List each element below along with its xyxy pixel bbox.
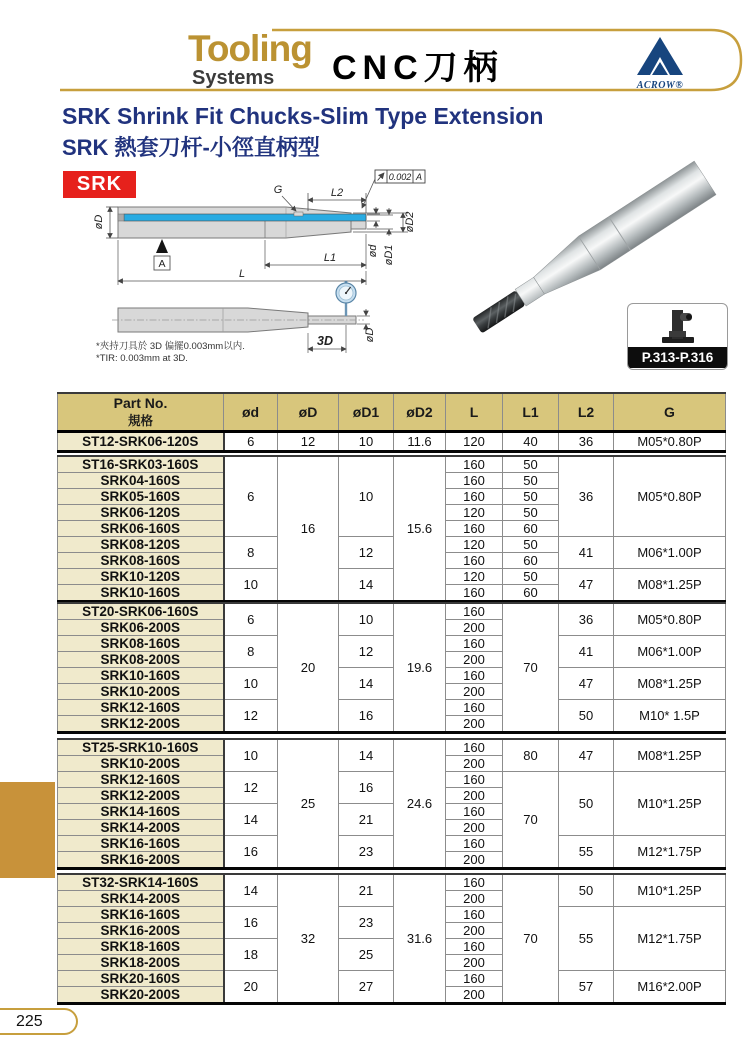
- spec-value-cell: 160: [446, 739, 503, 756]
- spec-value-cell: 14: [224, 874, 278, 907]
- spec-value-cell: M10*1.25P: [614, 772, 726, 836]
- spec-value-cell: 23: [339, 836, 394, 869]
- spec-value-cell: 11.6: [394, 432, 446, 452]
- spec-value-cell: 8: [224, 636, 278, 668]
- spec-value-cell: 10: [224, 739, 278, 772]
- part-number-cell: SRK12-200S: [58, 716, 224, 733]
- table-row: [58, 836, 726, 852]
- part-number-cell: SRK14-160S: [58, 804, 224, 820]
- spec-value-cell: 6: [224, 603, 278, 636]
- col-header-part-zh: 規格: [127, 414, 153, 428]
- part-number-cell: SRK08-120S: [58, 537, 224, 553]
- spec-value-cell: 200: [446, 620, 503, 636]
- spec-value-cell: 27: [339, 971, 394, 1004]
- col-header-L: L: [446, 393, 503, 432]
- part-number-cell: SRK08-160S: [58, 636, 224, 652]
- spec-value-cell: 10: [339, 603, 394, 636]
- spec-value-cell: 200: [446, 891, 503, 907]
- part-number-cell: ST25-SRK10-160S: [58, 739, 224, 756]
- brand-logo: [188, 30, 312, 88]
- table-row: [58, 874, 726, 891]
- spec-value-cell: 50: [503, 456, 559, 473]
- col-header-part: [58, 393, 224, 432]
- bore-highlight: [124, 214, 366, 221]
- spec-value-cell: 60: [503, 553, 559, 569]
- spec-value-cell: 60: [503, 585, 559, 602]
- spec-value-cell: 16: [339, 772, 394, 804]
- company-logo: [614, 36, 706, 91]
- spec-value-cell: 10: [339, 456, 394, 537]
- col-header-od: ød: [224, 393, 278, 432]
- spec-value-cell: 21: [339, 874, 394, 907]
- spec-table-st32: [57, 873, 726, 1005]
- spec-value-cell: 23: [339, 907, 394, 939]
- spec-value-cell: 50: [503, 569, 559, 585]
- col-header-L2: L2: [559, 393, 614, 432]
- part-number-cell: SRK10-200S: [58, 756, 224, 772]
- spec-value-cell: 16: [224, 907, 278, 939]
- spec-value-cell: 36: [559, 603, 614, 636]
- part-number-cell: SRK16-160S: [58, 836, 224, 852]
- col-header-oD2: øD2: [394, 393, 446, 432]
- spec-value-cell: 70: [503, 603, 559, 733]
- spec-value-cell: 32: [278, 874, 339, 1004]
- spec-table-st16: [57, 455, 726, 603]
- spec-value-cell: 12: [339, 537, 394, 569]
- brand-primary: Tooling: [188, 28, 312, 69]
- spec-value-cell: 25: [339, 939, 394, 971]
- datum-symbol: [156, 239, 168, 253]
- table-row: [58, 971, 726, 987]
- section-side-tab: [0, 782, 55, 878]
- endmill-cutter: [472, 290, 525, 333]
- spec-value-cell: M10*1.25P: [614, 874, 726, 907]
- part-number-cell: SRK16-160S: [58, 907, 224, 923]
- spec-value-cell: 20: [278, 603, 339, 733]
- part-number-cell: ST12-SRK06-120S: [58, 432, 224, 452]
- acrow-triangle-icon: [614, 36, 706, 76]
- spec-value-cell: 14: [224, 804, 278, 836]
- spec-value-cell: 55: [559, 907, 614, 971]
- table-row: [58, 668, 726, 684]
- spec-value-cell: 10: [224, 569, 278, 602]
- spec-value-cell: M10* 1.5P: [614, 700, 726, 733]
- spec-value-cell: 120: [446, 432, 503, 452]
- spec-value-cell: M06*1.00P: [614, 537, 726, 569]
- spec-value-cell: 14: [339, 739, 394, 772]
- table-header-row: [58, 393, 726, 432]
- spec-value-cell: 70: [503, 772, 559, 869]
- spec-value-cell: 160: [446, 521, 503, 537]
- dim-label-G: G: [273, 184, 283, 196]
- spec-value-cell: 40: [503, 432, 559, 452]
- spec-value-cell: 12: [224, 700, 278, 733]
- table-row: [58, 907, 726, 923]
- spec-value-cell: 200: [446, 684, 503, 700]
- dim-label-L: L: [238, 268, 246, 280]
- spec-value-cell: M06*1.00P: [614, 636, 726, 668]
- col-header-oD1: øD1: [339, 393, 394, 432]
- part-number-cell: SRK10-200S: [58, 684, 224, 700]
- part-number-cell: SRK05-160S: [58, 489, 224, 505]
- spec-value-cell: 36: [559, 432, 614, 452]
- datum-letter: A: [158, 258, 166, 270]
- spec-value-cell: 41: [559, 636, 614, 668]
- spec-value-cell: 160: [446, 772, 503, 788]
- table-row: [58, 456, 726, 473]
- table-row: [58, 537, 726, 553]
- spec-value-cell: 24.6: [394, 739, 446, 869]
- spec-table-st25: [57, 738, 726, 870]
- spec-table-header-group: [57, 392, 726, 453]
- part-number-cell: SRK10-120S: [58, 569, 224, 585]
- footer-page-number: 225: [0, 1008, 78, 1035]
- spec-value-cell: M08*1.25P: [614, 668, 726, 700]
- part-number-cell: SRK08-200S: [58, 652, 224, 668]
- logo-text: ACROW®: [636, 80, 684, 91]
- runout-tolerance-frame: [362, 170, 425, 208]
- table-row: [58, 432, 726, 452]
- part-number-cell: SRK12-200S: [58, 788, 224, 804]
- spec-value-cell: 160: [446, 668, 503, 684]
- note-line-1: *夾持刀具於 3D 偏擺0.003mm以内.: [96, 341, 245, 352]
- part-number-cell: SRK12-160S: [58, 700, 224, 716]
- table-row: [58, 772, 726, 788]
- spec-value-cell: 14: [339, 569, 394, 602]
- part-number-cell: ST20-SRK06-160S: [58, 603, 224, 620]
- spec-value-cell: 200: [446, 756, 503, 772]
- spec-value-cell: 12: [278, 432, 339, 452]
- spec-value-cell: 16: [278, 456, 339, 602]
- spec-value-cell: M05*0.80P: [614, 456, 726, 537]
- spec-value-cell: 47: [559, 668, 614, 700]
- col-header-part-en: Part No.: [113, 395, 168, 411]
- part-number-cell: SRK20-160S: [58, 971, 224, 987]
- part-number-cell: SRK06-200S: [58, 620, 224, 636]
- spec-value-cell: 160: [446, 971, 503, 987]
- part-number-cell: SRK16-200S: [58, 852, 224, 869]
- spec-value-cell: 15.6: [394, 456, 446, 602]
- spec-value-cell: 41: [559, 537, 614, 569]
- spec-value-cell: 50: [503, 473, 559, 489]
- spec-value-cell: 50: [503, 489, 559, 505]
- spec-table-st20: [57, 602, 726, 734]
- spec-value-cell: 160: [446, 553, 503, 569]
- spec-value-cell: 200: [446, 820, 503, 836]
- spec-value-cell: 200: [446, 852, 503, 869]
- spec-value-cell: 50: [559, 700, 614, 733]
- spec-value-cell: 120: [446, 537, 503, 553]
- spec-value-cell: 14: [339, 668, 394, 700]
- spec-value-cell: M05*0.80P: [614, 603, 726, 636]
- table-row: [58, 739, 726, 756]
- spec-value-cell: 160: [446, 473, 503, 489]
- spec-value-cell: 200: [446, 955, 503, 971]
- part-number-cell: SRK16-200S: [58, 923, 224, 939]
- spec-value-cell: 57: [559, 971, 614, 1004]
- dial-indicator-icon: [336, 281, 356, 316]
- spec-value-cell: 160: [446, 874, 503, 891]
- table-row: [58, 569, 726, 585]
- spec-value-cell: 160: [446, 907, 503, 923]
- spec-value-cell: 19.6: [394, 603, 446, 733]
- part-number-cell: SRK10-160S: [58, 668, 224, 684]
- spec-value-cell: 160: [446, 603, 503, 620]
- spec-value-cell: 50: [503, 537, 559, 553]
- part-number-cell: SRK14-200S: [58, 891, 224, 907]
- spec-value-cell: 70: [503, 874, 559, 1004]
- spec-value-cell: 50: [503, 505, 559, 521]
- tolerance-value: 0.002: [388, 172, 412, 182]
- part-number-cell: SRK10-160S: [58, 585, 224, 602]
- spec-value-cell: 80: [503, 739, 559, 772]
- spec-value-cell: M08*1.25P: [614, 569, 726, 602]
- spec-value-cell: 16: [224, 836, 278, 869]
- part-number-cell: SRK18-160S: [58, 939, 224, 955]
- spec-value-cell: 16: [339, 700, 394, 733]
- reference-label: P.313-P.316: [628, 347, 727, 368]
- brand-secondary: Systems: [192, 67, 275, 89]
- part-number-cell: SRK12-160S: [58, 772, 224, 788]
- spec-value-cell: 55: [559, 836, 614, 869]
- dim-label-L2: L2: [330, 187, 344, 199]
- spec-value-cell: 160: [446, 456, 503, 473]
- spec-value-cell: 60: [503, 521, 559, 537]
- part-number-cell: SRK18-200S: [58, 955, 224, 971]
- dim-label-oD2: øD2: [404, 211, 416, 233]
- spec-value-cell: M12*1.75P: [614, 836, 726, 869]
- spec-value-cell: 6: [224, 456, 278, 537]
- spec-value-cell: 160: [446, 585, 503, 602]
- spec-value-cell: 21: [339, 804, 394, 836]
- col-header-L1: L1: [503, 393, 559, 432]
- col-header-oD: øD: [278, 393, 339, 432]
- spec-value-cell: 10: [339, 432, 394, 452]
- spec-value-cell: 160: [446, 804, 503, 820]
- spec-value-cell: 160: [446, 489, 503, 505]
- table-row: [58, 603, 726, 620]
- spec-value-cell: 50: [559, 772, 614, 836]
- part-number-cell: SRK20-200S: [58, 987, 224, 1004]
- part-number-cell: SRK06-160S: [58, 521, 224, 537]
- spec-value-cell: 12: [224, 772, 278, 804]
- part-number-cell: SRK06-120S: [58, 505, 224, 521]
- part-number-cell: SRK08-160S: [58, 553, 224, 569]
- reference-badge: [627, 303, 728, 370]
- spec-value-cell: 8: [224, 537, 278, 569]
- spec-value-cell: 20: [224, 971, 278, 1004]
- dim-label-od: ød: [367, 244, 379, 258]
- dim-label-3D: 3D: [317, 334, 333, 348]
- col-header-G: G: [614, 393, 726, 432]
- dim-label-oD-lower: øD: [364, 327, 376, 343]
- spec-value-cell: 47: [559, 569, 614, 602]
- reference-thumbnail: [628, 304, 727, 347]
- spec-value-cell: 200: [446, 788, 503, 804]
- spec-value-cell: 12: [339, 636, 394, 668]
- technical-diagram: [58, 165, 468, 385]
- series-badge: SRK: [63, 171, 136, 198]
- section-title-en: SRK Shrink Fit Chucks-Slim Type Extension: [62, 103, 544, 129]
- spec-value-cell: 120: [446, 505, 503, 521]
- spec-value-cell: 200: [446, 923, 503, 939]
- spec-value-cell: 31.6: [394, 874, 446, 1004]
- table-row: [58, 700, 726, 716]
- spec-value-cell: 160: [446, 636, 503, 652]
- spec-value-cell: M05*0.80P: [614, 432, 726, 452]
- part-number-cell: ST16-SRK03-160S: [58, 456, 224, 473]
- section-title-zh: SRK 熱套刀杆-小徑直柄型: [62, 135, 320, 160]
- dim-label-oD: øD: [93, 214, 105, 230]
- spec-value-cell: 18: [224, 939, 278, 971]
- tolerance-datum: A: [415, 172, 423, 182]
- spec-value-cell: 50: [559, 874, 614, 907]
- spec-value-cell: 120: [446, 569, 503, 585]
- spec-value-cell: 47: [559, 739, 614, 772]
- part-number-cell: SRK04-160S: [58, 473, 224, 489]
- page-title: CNC刀柄: [332, 49, 504, 87]
- dim-label-oD1: øD1: [383, 244, 395, 266]
- spec-value-cell: M12*1.75P: [614, 907, 726, 971]
- part-number-cell: SRK14-200S: [58, 820, 224, 836]
- table-row: [58, 636, 726, 652]
- spec-value-cell: 25: [278, 739, 339, 869]
- spec-value-cell: 200: [446, 652, 503, 668]
- spec-value-cell: 160: [446, 836, 503, 852]
- note-line-2: *TIR: 0.003mm at 3D.: [96, 353, 188, 364]
- spec-value-cell: 160: [446, 700, 503, 716]
- dim-label-L1: L1: [323, 252, 337, 264]
- spec-value-cell: M08*1.25P: [614, 739, 726, 772]
- spec-value-cell: 160: [446, 939, 503, 955]
- spec-value-cell: 6: [224, 432, 278, 452]
- spec-value-cell: 200: [446, 716, 503, 733]
- spec-value-cell: 10: [224, 668, 278, 700]
- spec-value-cell: M16*2.00P: [614, 971, 726, 1004]
- part-number-cell: ST32-SRK14-160S: [58, 874, 224, 891]
- spec-value-cell: 200: [446, 987, 503, 1004]
- spec-value-cell: 36: [559, 456, 614, 537]
